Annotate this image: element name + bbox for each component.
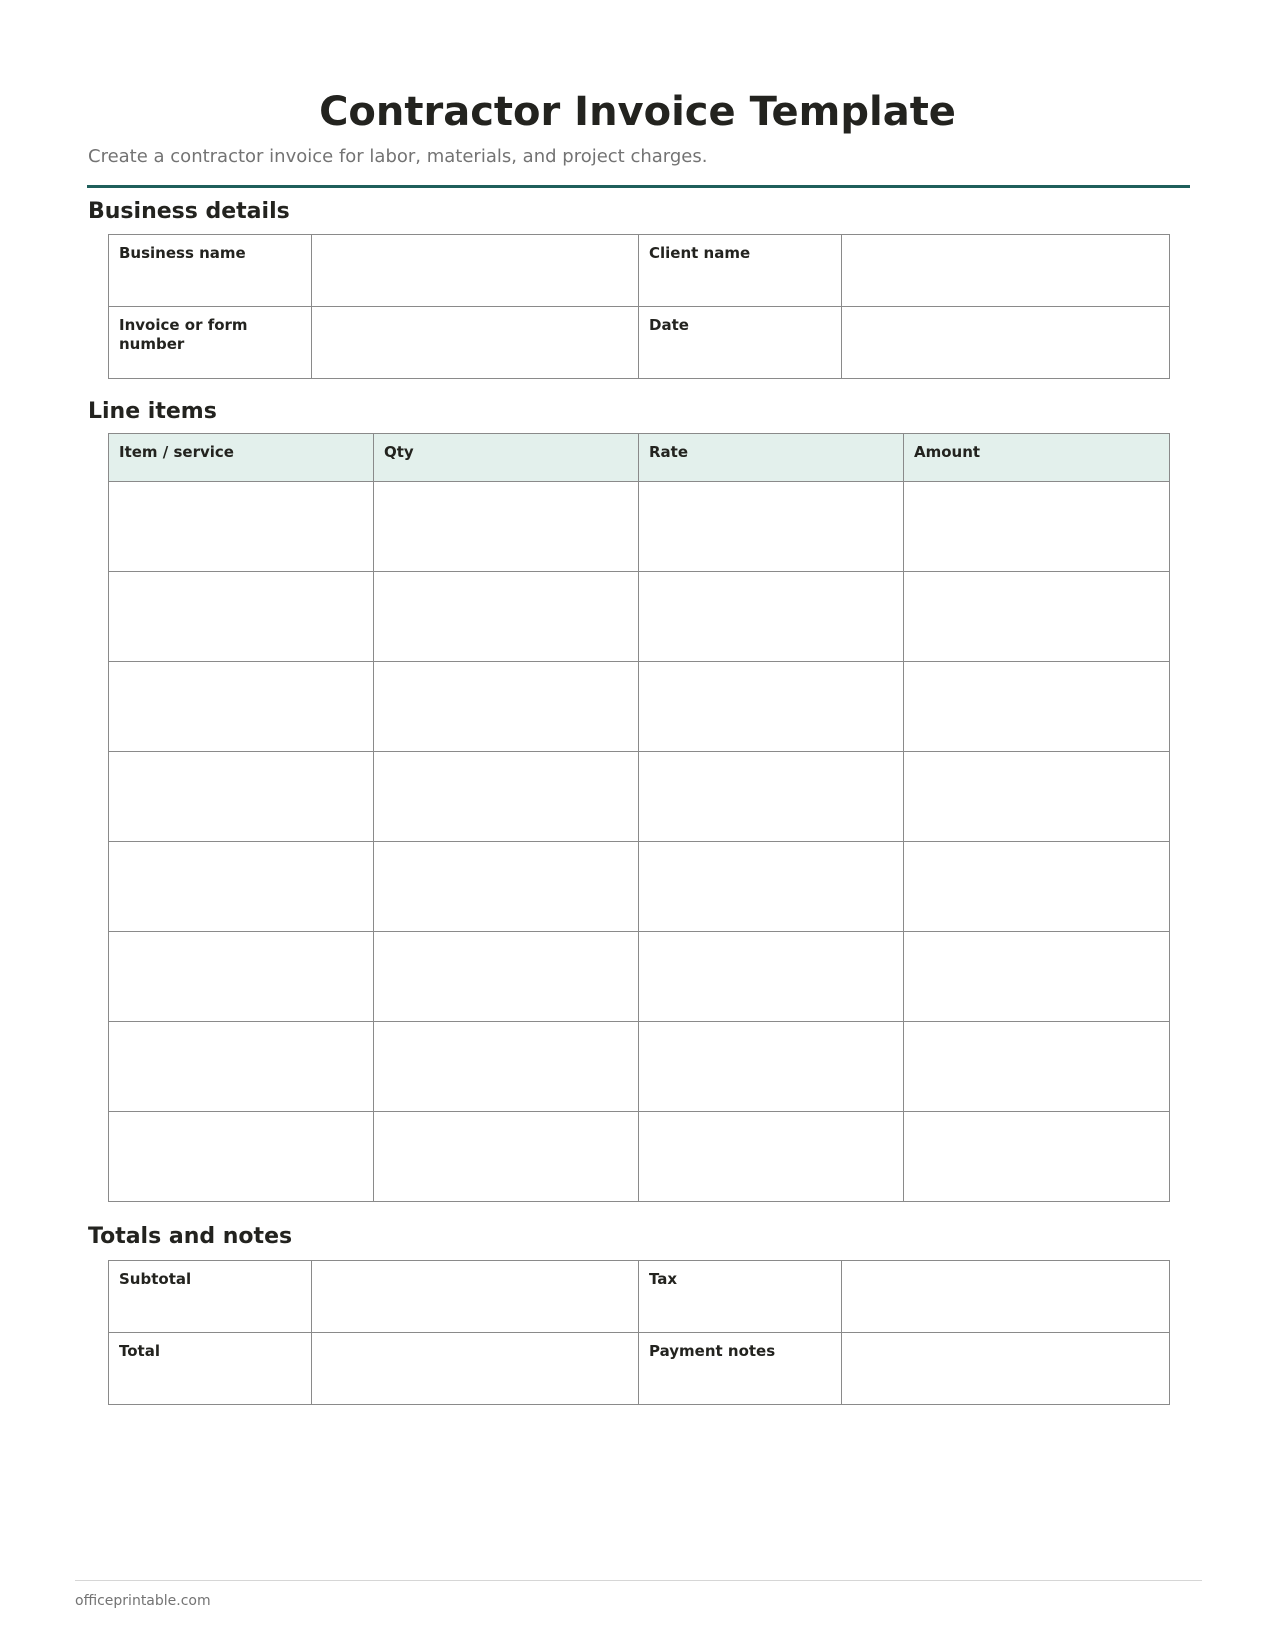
- business-details-row: [109, 307, 1170, 379]
- qty-cell[interactable]: [374, 572, 639, 662]
- qty-cell[interactable]: [374, 662, 639, 752]
- invoice-number-field[interactable]: [312, 307, 639, 379]
- qty-cell[interactable]: [374, 752, 639, 842]
- rate-cell[interactable]: [639, 1022, 904, 1112]
- totals-row: [109, 1261, 1170, 1333]
- table-row: [109, 662, 1170, 752]
- tax-field[interactable]: [842, 1261, 1170, 1333]
- business-name-field[interactable]: [312, 235, 639, 307]
- amount-cell[interactable]: [904, 932, 1170, 1022]
- amount-cell[interactable]: [904, 1112, 1170, 1202]
- column-header-rate: Rate: [639, 434, 904, 482]
- page-subtitle: Create a contractor invoice for labor, materials, and project charges.: [88, 146, 708, 167]
- table-row: [109, 932, 1170, 1022]
- date-field[interactable]: [842, 307, 1170, 379]
- rate-cell[interactable]: [639, 752, 904, 842]
- table-row: [109, 752, 1170, 842]
- table-row: [109, 842, 1170, 932]
- amount-cell[interactable]: [904, 752, 1170, 842]
- qty-cell[interactable]: [374, 1022, 639, 1112]
- client-name-label: Client name: [639, 235, 842, 307]
- item-service-cell[interactable]: [109, 1112, 374, 1202]
- line-items-header-row: [109, 434, 1170, 482]
- table-row: [109, 482, 1170, 572]
- item-service-cell[interactable]: [109, 662, 374, 752]
- column-header-amount: Amount: [904, 434, 1170, 482]
- amount-cell[interactable]: [904, 1022, 1170, 1112]
- qty-cell[interactable]: [374, 482, 639, 572]
- invoice-number-label: Invoice or form number: [109, 307, 312, 379]
- qty-cell[interactable]: [374, 932, 639, 1022]
- totals-table: [108, 1260, 1170, 1405]
- rate-cell[interactable]: [639, 1112, 904, 1202]
- page-title: Contractor Invoice Template: [319, 89, 956, 135]
- totals-heading: Totals and notes: [88, 1224, 293, 1249]
- rate-cell[interactable]: [639, 482, 904, 572]
- payment-notes-label: Payment notes: [639, 1333, 842, 1405]
- rate-cell[interactable]: [639, 842, 904, 932]
- business-name-label: Business name: [109, 235, 312, 307]
- rate-cell[interactable]: [639, 662, 904, 752]
- total-field[interactable]: [312, 1333, 639, 1405]
- item-service-cell[interactable]: [109, 1022, 374, 1112]
- table-row: [109, 1112, 1170, 1202]
- column-header-qty: Qty: [374, 434, 639, 482]
- qty-cell[interactable]: [374, 1112, 639, 1202]
- item-service-cell[interactable]: [109, 842, 374, 932]
- payment-notes-field[interactable]: [842, 1333, 1170, 1405]
- amount-cell[interactable]: [904, 572, 1170, 662]
- line-items-table: [108, 433, 1170, 1202]
- business-details-table: [108, 234, 1170, 379]
- tax-label: Tax: [639, 1261, 842, 1333]
- item-service-cell[interactable]: [109, 572, 374, 662]
- totals-row: [109, 1333, 1170, 1405]
- table-row: [109, 1022, 1170, 1112]
- rate-cell[interactable]: [639, 572, 904, 662]
- subtotal-label: Subtotal: [109, 1261, 312, 1333]
- line-items-heading: Line items: [88, 399, 217, 424]
- footer-site-link[interactable]: officeprintable.com: [75, 1593, 211, 1609]
- title-divider: [87, 185, 1190, 188]
- client-name-field[interactable]: [842, 235, 1170, 307]
- date-label: Date: [639, 307, 842, 379]
- footer-divider: [75, 1580, 1202, 1581]
- subtotal-field[interactable]: [312, 1261, 639, 1333]
- amount-cell[interactable]: [904, 842, 1170, 932]
- item-service-cell[interactable]: [109, 482, 374, 572]
- qty-cell[interactable]: [374, 842, 639, 932]
- amount-cell[interactable]: [904, 482, 1170, 572]
- amount-cell[interactable]: [904, 662, 1170, 752]
- column-header-item-service: Item / service: [109, 434, 374, 482]
- item-service-cell[interactable]: [109, 752, 374, 842]
- business-details-heading: Business details: [88, 199, 290, 224]
- table-row: [109, 572, 1170, 662]
- business-details-row: [109, 235, 1170, 307]
- total-label: Total: [109, 1333, 312, 1405]
- rate-cell[interactable]: [639, 932, 904, 1022]
- item-service-cell[interactable]: [109, 932, 374, 1022]
